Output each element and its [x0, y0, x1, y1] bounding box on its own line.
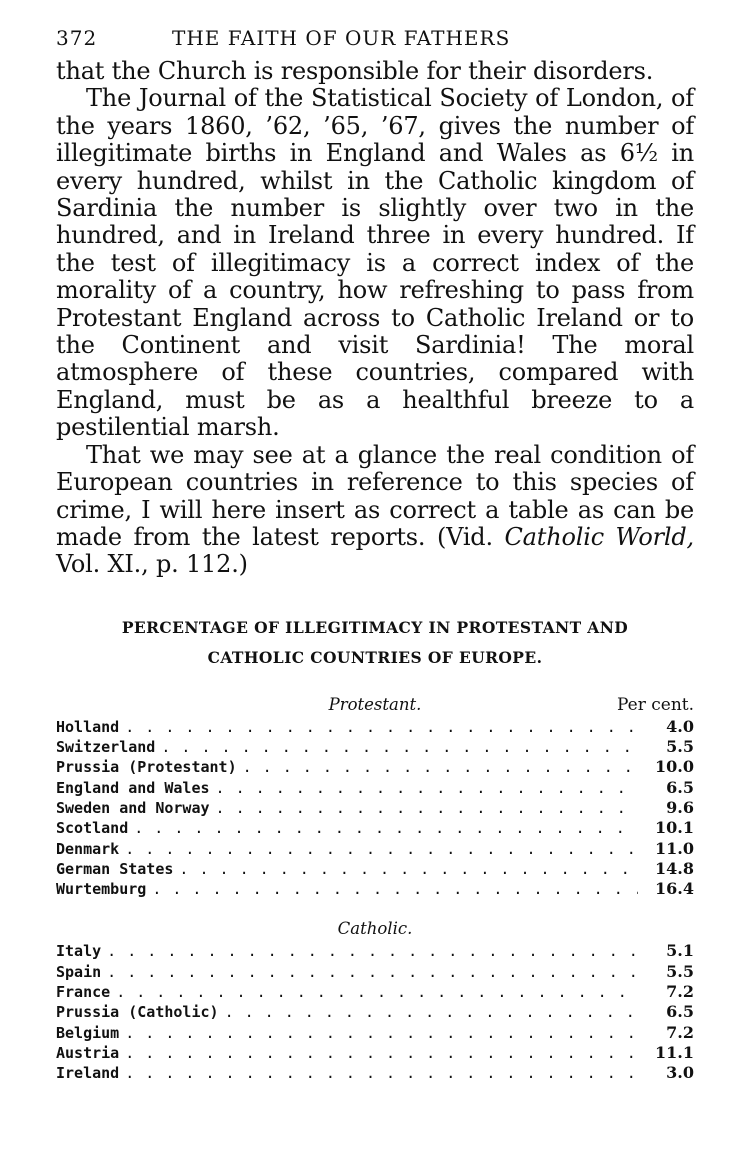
citation-reference: Vol. XI., p. 112.): [56, 550, 248, 579]
page-number: 372: [56, 26, 98, 50]
body-text: [56, 58, 694, 579]
protestant-section-header: [56, 695, 694, 717]
percent-value: 14.8: [655, 858, 694, 878]
table-row: [56, 879, 694, 899]
table-intro-text: That we may see at a glance the real condition of European countries in reference to this species of crime, I will here insert as correct a table as can be made from the latest reports. (Vid.: [56, 440, 694, 551]
country-name: England and Wales: [56, 778, 210, 797]
country-name: Belgium: [56, 1023, 120, 1042]
dot-leader: [243, 757, 638, 777]
dot-leader: [116, 982, 638, 1002]
catholic-section-header: [56, 919, 694, 941]
table-row: [56, 982, 694, 1002]
country-name: Austria: [56, 1043, 120, 1062]
running-title: THE FAITH OF OUR FATHERS: [172, 26, 511, 50]
table-row: [56, 1063, 694, 1083]
paragraph-statistics: The Journal of the Statistical Society of London, of the years 1860, ’62, ’65, ’67, gives the number of illegitimate births in England and Wales as 6½ in every hundred, whilst in the Catholic kingdom of Sardinia the number is slightly over two in the hundred, and in Ireland three in every hundred. If the test of illegitimacy is a correct index of the morality of a country, how refreshing to pass from Protestant England across to Catholic Ireland or to the Continent and visit Sardinia! The moral atmosphere of these countries, compared with England, must be as a healthful breeze to a pestilential marsh.: [56, 84, 694, 442]
country-name: Prussia (Catholic): [56, 1003, 219, 1022]
dot-leader: [125, 1063, 638, 1083]
dot-leader: [107, 941, 638, 961]
percent-value: 6.5: [666, 777, 694, 797]
country-name: Spain: [56, 962, 102, 981]
protestant-table: [56, 717, 694, 900]
dot-leader: [179, 859, 638, 879]
table-title: [56, 613, 694, 673]
table-row: [56, 778, 694, 798]
table-row: [56, 717, 694, 737]
percent-value: 5.1: [666, 941, 694, 961]
per-cent-column-header: Per cent.: [616, 694, 694, 715]
catholic-table: [56, 941, 694, 1083]
percent-value: 7.2: [666, 1022, 694, 1042]
country-name: Wurtemburg: [56, 880, 147, 899]
country-name: Switzerland: [56, 738, 156, 757]
table-row: [56, 941, 694, 961]
citation-title: Catholic World,: [504, 522, 694, 551]
table-row: [56, 859, 694, 879]
percent-value: 10.0: [655, 757, 694, 777]
dot-leader: [152, 879, 638, 899]
book-page: [56, 26, 694, 1083]
table-row: [56, 757, 694, 777]
paragraph-table-intro: [56, 442, 694, 579]
table-row: [56, 1043, 694, 1063]
catholic-label: Catholic.: [337, 919, 413, 939]
table-row: [56, 1023, 694, 1043]
country-name: France: [56, 982, 111, 1001]
country-name: Italy: [56, 942, 102, 961]
percent-value: 5.5: [666, 737, 694, 757]
dot-leader: [125, 839, 638, 859]
dot-leader: [107, 962, 638, 982]
country-name: Ireland: [56, 1064, 120, 1083]
dot-leader: [125, 717, 638, 737]
country-name: Holland: [56, 717, 120, 736]
country-name: Denmark: [56, 839, 120, 858]
percent-value: 3.0: [666, 1063, 694, 1083]
percent-value: 6.5: [666, 1002, 694, 1022]
percent-value: 10.1: [655, 818, 694, 838]
table-row: [56, 1002, 694, 1022]
table-row: [56, 962, 694, 982]
percent-value: 7.2: [666, 981, 694, 1001]
country-name: Prussia (Protestant): [56, 758, 237, 777]
dot-leader: [125, 1043, 638, 1063]
country-name: Sweden and Norway: [56, 798, 210, 817]
protestant-label: Protestant.: [328, 694, 422, 714]
table-row: [56, 737, 694, 757]
percent-value: 11.0: [655, 838, 694, 858]
running-header: [56, 26, 694, 58]
percent-value: 9.6: [666, 797, 694, 817]
country-name: Scotland: [56, 819, 129, 838]
dot-leader: [216, 798, 638, 818]
dot-leader: [216, 778, 638, 798]
dot-leader: [134, 818, 638, 838]
table-title-line-2: CATHOLIC COUNTRIES OF EUROPE.: [207, 647, 543, 667]
table-row: [56, 798, 694, 818]
table-title-line-1: PERCENTAGE OF ILLEGITIMACY IN PROTESTANT AND: [121, 617, 629, 637]
percent-value: 5.5: [666, 961, 694, 981]
table-row: [56, 839, 694, 859]
percent-value: 4.0: [666, 716, 694, 736]
dot-leader: [125, 1023, 638, 1043]
percent-value: 16.4: [655, 879, 694, 899]
table-row: [56, 818, 694, 838]
dot-leader: [225, 1002, 638, 1022]
paragraph-continued: that the Church is responsible for their disorders.: [56, 57, 654, 85]
dot-leader: [161, 737, 638, 757]
country-name: German States: [56, 859, 174, 878]
percent-value: 11.1: [655, 1042, 694, 1062]
